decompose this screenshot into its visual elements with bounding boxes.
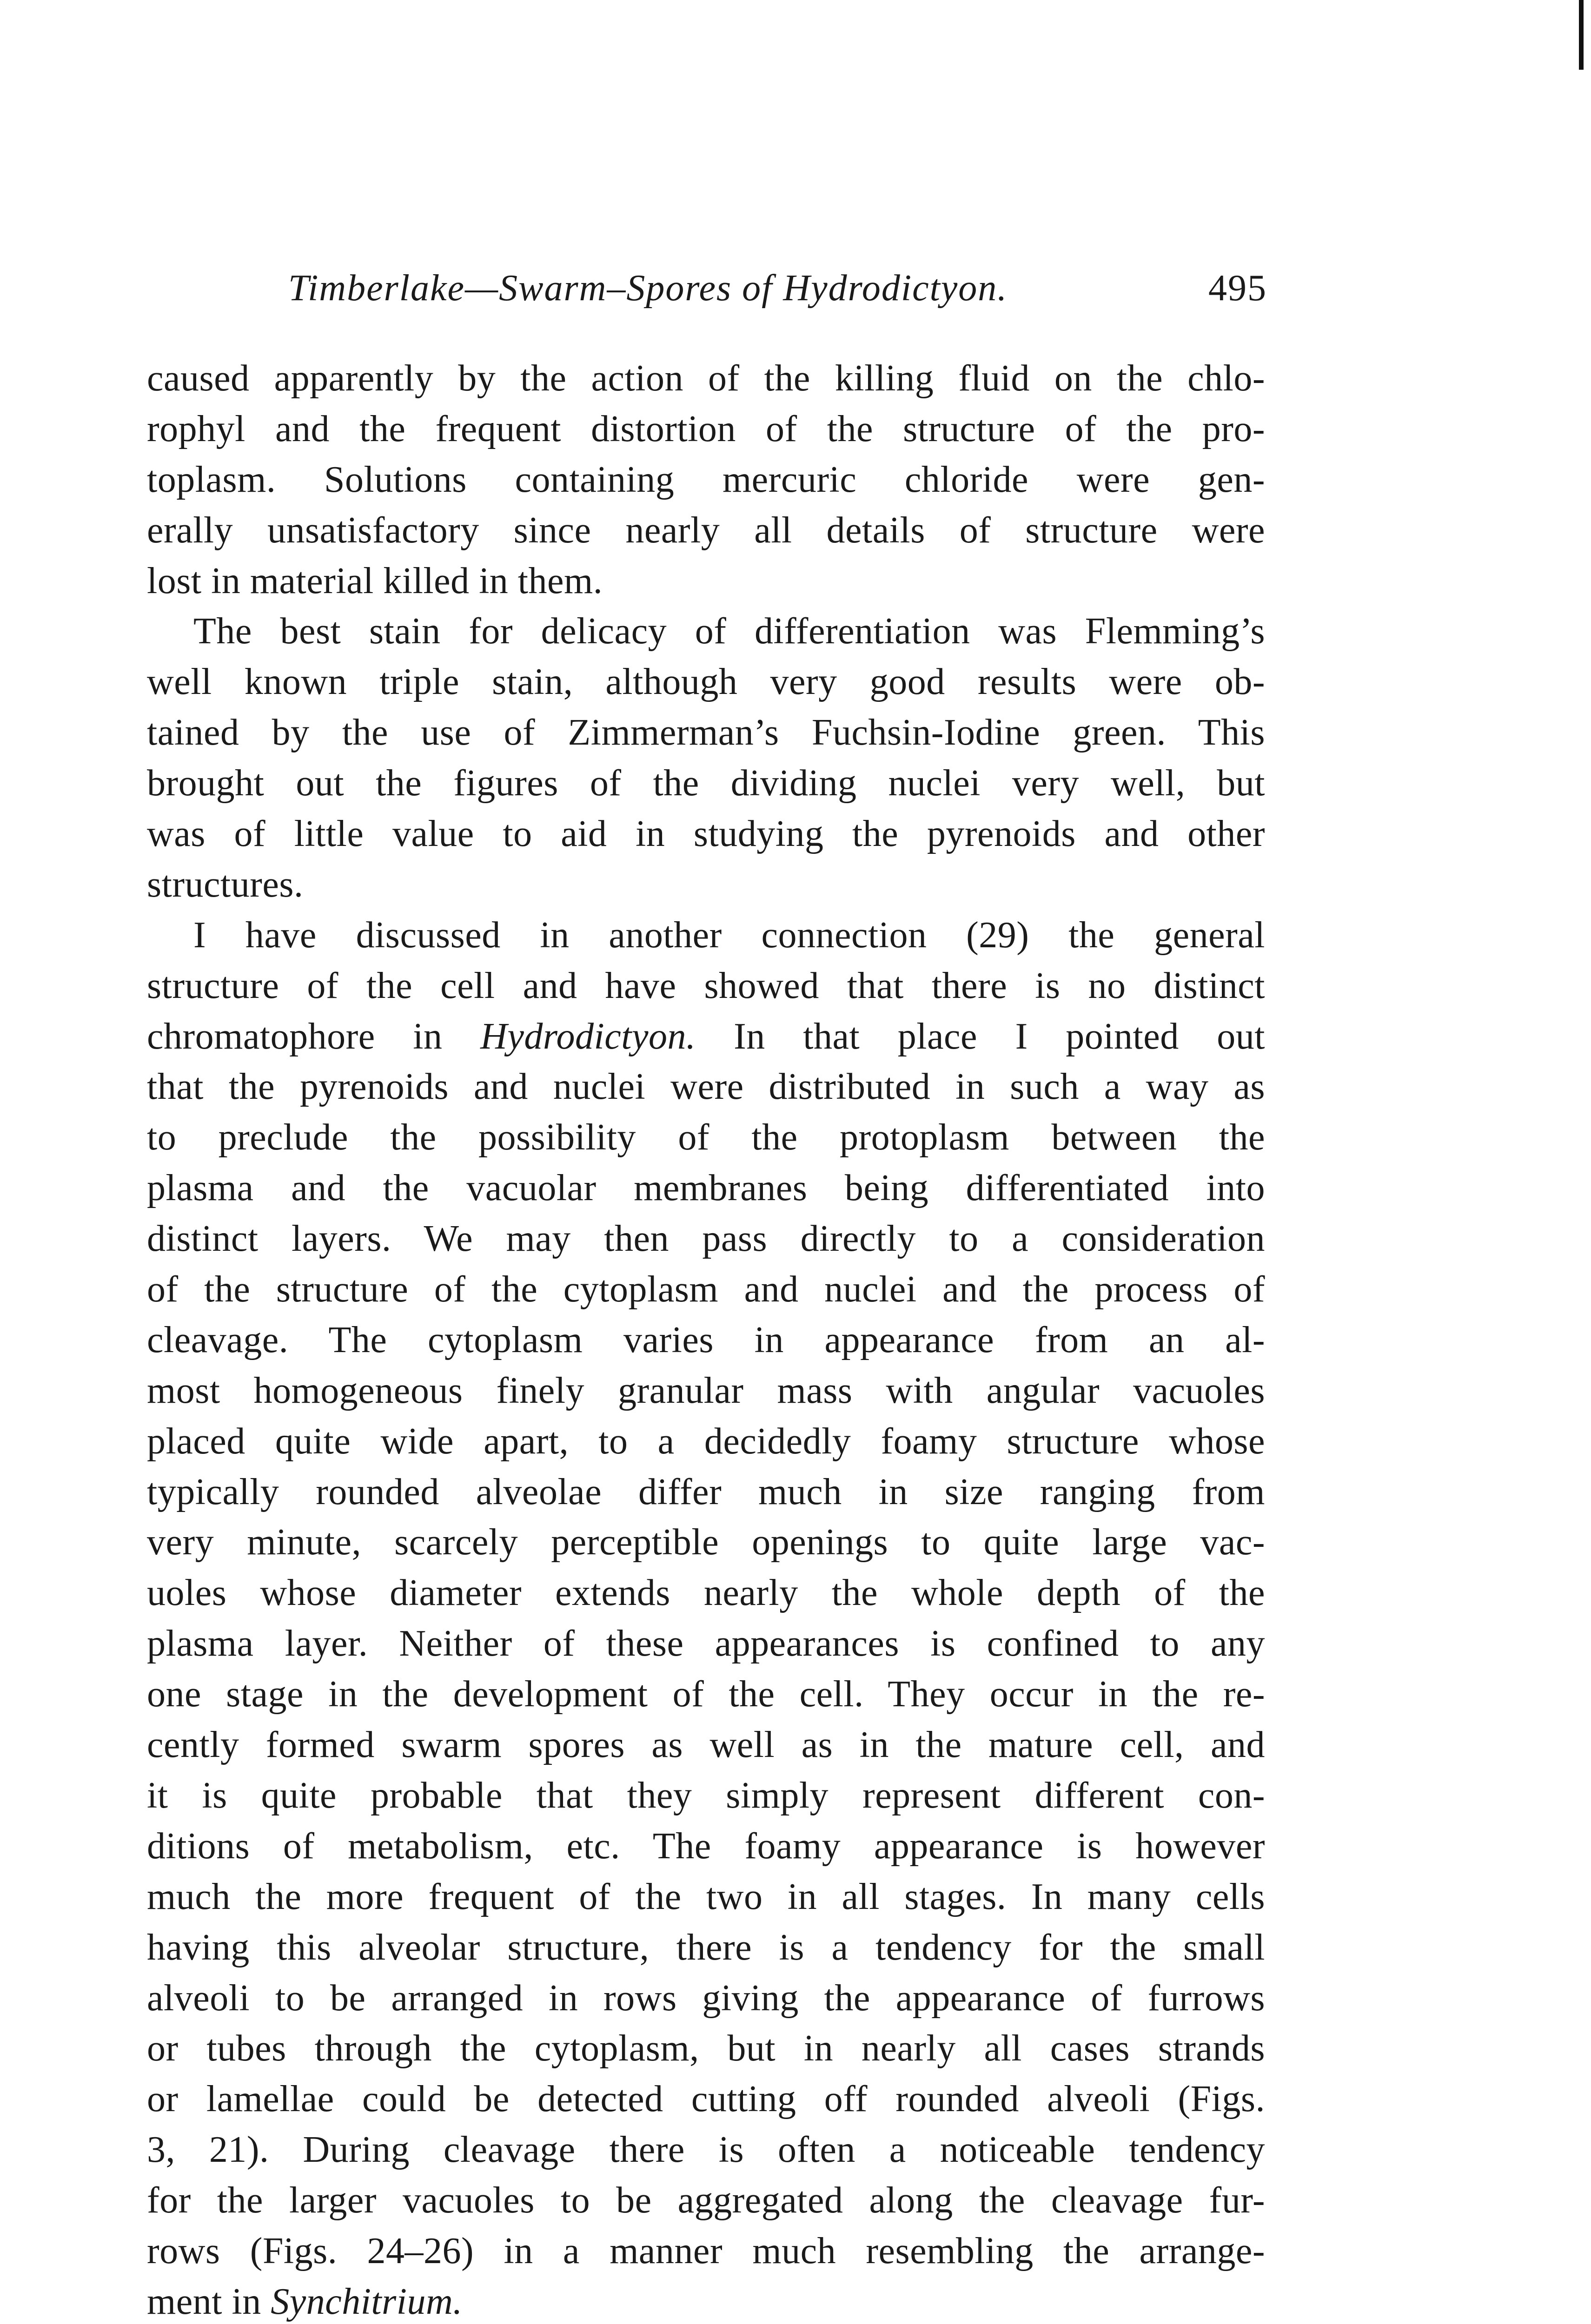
text-line: having this alveolar structure, there is a tendency for the small: [147, 1927, 1265, 1968]
text-line: tained by the use of Zimmerman’s Fuchsin-Iodine green. This: [147, 712, 1265, 753]
text-line: placed quite wide apart, to a decidedly foamy structure whose: [147, 1420, 1265, 1462]
text-line: very minute, scarcely perceptible openings to quite large vac-: [147, 1522, 1265, 1563]
text-line: cently formed swarm spores as well as in the mature cell, and: [147, 1724, 1265, 1766]
text-line: brought out the figures of the dividing nuclei very well, but: [147, 763, 1265, 804]
text-line: most homogeneous finely granular mass with angular vacuoles: [147, 1370, 1265, 1411]
text-line: toplasm. Solutions containing mercuric chloride were gen-: [147, 459, 1265, 500]
text-line: lost in material killed in them.: [147, 560, 603, 601]
text-line: one stage in the development of the cell. They occur in the re-: [147, 1674, 1265, 1715]
text-line: structures.: [147, 864, 304, 905]
text-line: much the more frequent of the two in all stages. In many cells: [147, 1876, 1265, 1917]
text-line: of the structure of the cytoplasm and nuclei and the process of: [147, 1269, 1265, 1310]
text-line: [147, 2277, 1265, 2324]
text-line: 3, 21). During cleavage there is often a noticeable tendency: [147, 2129, 1265, 2171]
text-line: alveoli to be arranged in rows giving the appearance of furrows: [147, 1977, 1265, 2019]
text-line: for the larger vacuoles to be aggregated along the cleavage fur-: [147, 2180, 1265, 2221]
text-line: plasma and the vacuolar membranes being differentiated into: [147, 1168, 1265, 1209]
text-line: distinct layers. We may then pass directly to a consideration: [147, 1218, 1265, 1260]
body-text: [147, 353, 1265, 2324]
scan-frame-top-right: [1579, 0, 1584, 70]
text-line: rophyl and the frequent distortion of the structure of the pro-: [147, 408, 1265, 449]
text-line: or tubes through the cytoplasm, but in nearly all cases strands: [147, 2028, 1265, 2069]
text-line: or lamellae could be detected cutting off rounded alveoli (Figs.: [147, 2079, 1265, 2120]
text-line: erally unsatisfactory since nearly all details of structure were: [147, 509, 1265, 551]
text-line: I have discussed in another connection (29) the general: [193, 914, 1265, 956]
genus-name: Hydrodictyon.: [480, 1016, 696, 1057]
text-line: [147, 1011, 1265, 1062]
text-line: rows (Figs. 24–26) in a manner much resembling the arrange-: [147, 2230, 1265, 2271]
text-line: ditions of metabolism, etc. The foamy appearance is however: [147, 1825, 1265, 1867]
text-line: The best stain for delicacy of differentiation was Flemming’s: [193, 611, 1265, 652]
running-header: [279, 263, 1267, 314]
text-line: plasma layer. Neither of these appearances is confined to any: [147, 1623, 1265, 1664]
text-line: well known triple stain, although very good results were ob-: [147, 661, 1265, 703]
text-line: to preclude the possibility of the protoplasm between the: [147, 1117, 1265, 1158]
page-number: 495: [1208, 268, 1267, 309]
text-line: structure of the cell and have showed that there is no distinct: [147, 965, 1265, 1006]
running-title: Timberlake—Swarm–Spores of Hydrodictyon.: [288, 268, 1008, 309]
text-line: cleavage. The cytoplasm varies in appearance from an al-: [147, 1319, 1265, 1360]
text-segment: chromatophore in: [147, 1016, 443, 1057]
genus-name: Synchitrium.: [271, 2281, 463, 2322]
text-line: it is quite probable that they simply represent different con-: [147, 1775, 1265, 1816]
text-segment: In that place I pointed out: [734, 1016, 1266, 1057]
text-line: that the pyrenoids and nuclei were distributed in such a way as: [147, 1066, 1265, 1108]
text-line: uoles whose diameter extends nearly the whole depth of the: [147, 1572, 1265, 1614]
text-segment: ment in: [147, 2281, 261, 2322]
text-line: typically rounded alveolae differ much in size ranging from: [147, 1471, 1265, 1512]
text-line: caused apparently by the action of the killing fluid on the chlo-: [147, 358, 1265, 399]
text-line: was of little value to aid in studying the pyrenoids and other: [147, 813, 1265, 855]
